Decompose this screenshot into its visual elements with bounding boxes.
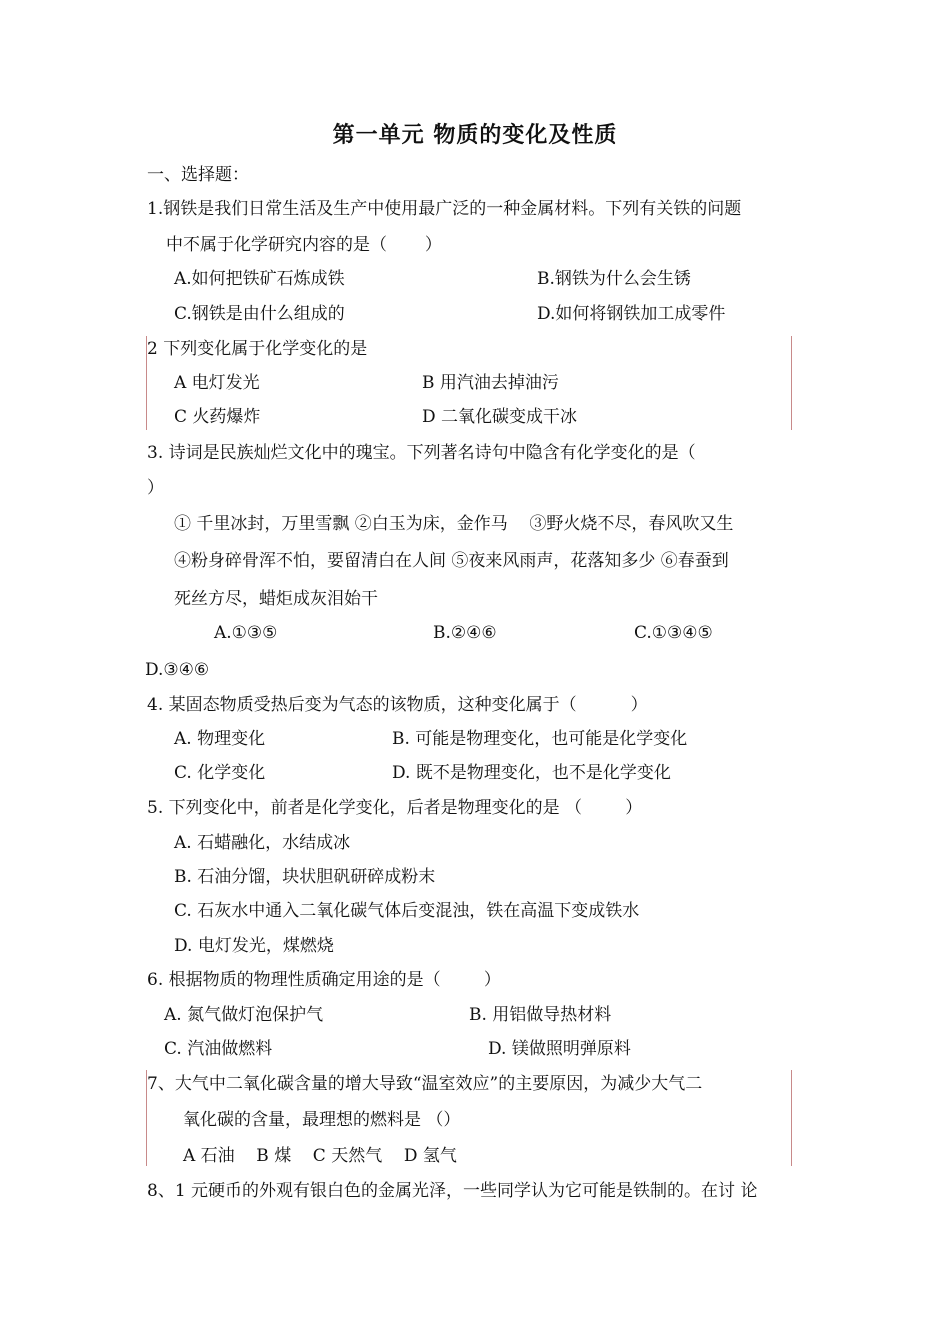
q6-option-d: D. 镁做照明弹原料 xyxy=(488,1039,631,1059)
q5-stem: 5. 下列变化中，前者是化学变化，后者是物理变化的是 （ ） xyxy=(147,798,643,818)
q1-option-b: B.钢铁为什么会生锈 xyxy=(537,269,691,289)
q3-poem-line1: ① 千里冰封，万里雪飘 ②白玉为床，金作马 ③野火烧不尽，春风吹又生 xyxy=(174,514,734,534)
q6-option-b: B. 用铝做导热材料 xyxy=(469,1005,612,1025)
q6-stem: 6. 根据物质的物理性质确定用途的是（ ） xyxy=(147,970,501,990)
q4-option-c: C. 化学变化 xyxy=(174,763,266,783)
q5-option-a: A. 石蜡融化，水结成冰 xyxy=(174,833,351,853)
q1-stem-line1: 1.钢铁是我们日常生活及生产中使用最广泛的一种金属材料。下列有关铁的问题 xyxy=(147,199,742,219)
q6-option-c: C. 汽油做燃料 xyxy=(164,1039,273,1059)
q3-poem-line3: 死丝方尽，蜡炬成灰泪始干 xyxy=(174,589,378,609)
q7-stem-line2: 氧化碳的含量，最理想的燃料是 （） xyxy=(183,1110,461,1130)
q3-option-c: C.①③④⑤ xyxy=(634,623,713,643)
q2-option-a: A 电灯发光 xyxy=(174,373,260,393)
q1-option-c: C.钢铁是由什么组成的 xyxy=(174,304,345,324)
q7-options: A 石油 B 煤 C 天然气 D 氢气 xyxy=(183,1146,457,1166)
q7-stem-line1: 7、大气中二氧化碳含量的增大导致“温室效应”的主要原因，为减少大气二 xyxy=(147,1074,703,1094)
q5-option-b: B. 石油分馏，块状胆矾研碎成粉末 xyxy=(174,867,436,887)
q1-option-a: A.如何把铁矿石炼成铁 xyxy=(174,269,345,289)
section-heading: 一、选择题： xyxy=(147,165,249,185)
q4-option-d: D. 既不是物理变化，也不是化学变化 xyxy=(392,763,671,783)
q2-option-b: B 用汽油去掉油污 xyxy=(422,373,559,393)
q2-option-d: D 二氧化碳变成干冰 xyxy=(422,407,578,427)
q4-stem: 4. 某固态物质受热后变为气态的该物质，这种变化属于（ ） xyxy=(147,695,648,715)
q5-option-d: D. 电灯发光，煤燃烧 xyxy=(174,936,334,956)
q3-stem-line1: 3. 诗词是民族灿烂文化中的瑰宝。下列著名诗句中隐含有化学变化的是（ xyxy=(147,443,696,463)
q3-option-b: B.②④⑥ xyxy=(433,623,497,643)
q6-option-a: A. 氮气做灯泡保护气 xyxy=(164,1005,324,1025)
q3-stem-line2: ） xyxy=(147,478,164,498)
q8-stem-line1: 8、1 元硬币的外观有银白色的金属光泽，一些同学认为它可能是铁制的。在讨 论 xyxy=(147,1181,758,1201)
page-title: 第一单元 物质的变化及性质 xyxy=(332,122,618,148)
q2-option-c: C 火药爆炸 xyxy=(174,407,261,427)
q7-right-border xyxy=(791,1070,792,1166)
q5-option-c: C. 石灰水中通入二氧化碳气体后变混浊，铁在高温下变成铁水 xyxy=(174,901,640,921)
q3-poem-line2: ④粉身碎骨浑不怕，要留清白在人间 ⑤夜来风雨声，花落知多少 ⑥春蚕到 xyxy=(174,551,729,571)
q2-stem: 2 下列变化属于化学变化的是 xyxy=(147,339,368,359)
q1-option-d: D.如何将钢铁加工成零件 xyxy=(537,304,726,324)
q3-option-a: A.①③⑤ xyxy=(214,623,278,643)
q3-option-d: D.③④⑥ xyxy=(145,660,210,680)
q4-option-a: A. 物理变化 xyxy=(174,729,266,749)
q2-right-border xyxy=(791,336,792,430)
q1-stem-line2: 中不属于化学研究内容的是（ ） xyxy=(166,235,442,255)
q4-option-b: B. 可能是物理变化，也可能是化学变化 xyxy=(392,729,688,749)
